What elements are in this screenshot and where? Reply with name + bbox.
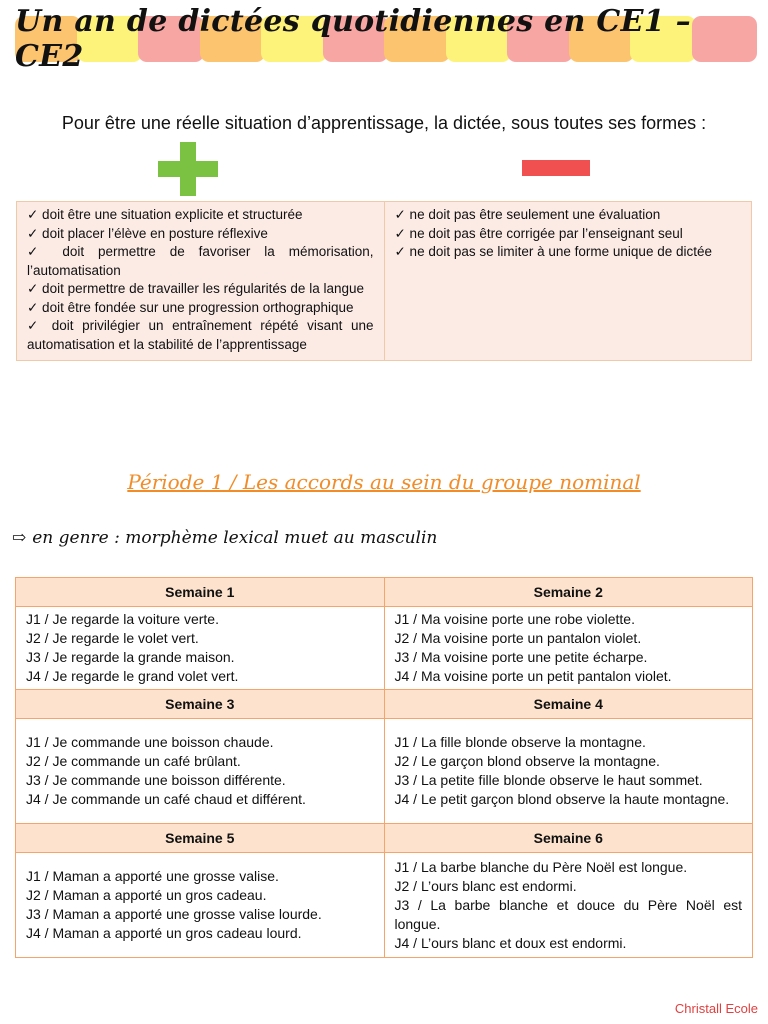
- plus-item: ✓ doit être fondée sur une progression orthographique: [27, 299, 354, 315]
- plus-icon: [158, 142, 218, 196]
- dictation-line: J4 / Ma voisine porte un petit pantalon violet.: [394, 668, 672, 684]
- week-header: Semaine 4: [384, 690, 753, 719]
- minus-column: [384, 202, 752, 361]
- footer-credit: Christall Ecole: [674, 1001, 758, 1016]
- dictation-line: J2 / Je regarde le volet vert.: [26, 630, 199, 646]
- week-header: Semaine 3: [16, 690, 385, 719]
- week-header: Semaine 5: [16, 824, 385, 853]
- dictation-line: J3 / Ma voisine porte une petite écharpe.: [394, 649, 648, 665]
- dictation-line: J3 / Je regarde la grande maison.: [26, 649, 235, 665]
- dictation-line: J2 / Ma voisine porte un pantalon violet.: [394, 630, 642, 646]
- title-banner: [15, 4, 753, 74]
- dictation-line: J2 / L’ours blanc est endormi.: [394, 877, 577, 894]
- plus-column: [17, 202, 385, 361]
- week-cell: [384, 853, 753, 958]
- dictation-line: J4 / L’ours blanc et doux est endormi.: [394, 934, 627, 951]
- dictation-line: J2 / Je commande un café brûlant.: [26, 753, 241, 769]
- dictation-line: J1 / La barbe blanche du Père Noël est longue.: [394, 858, 688, 875]
- plus-item: ✓ doit être une situation explicite et structurée: [27, 207, 303, 222]
- week-cell: [16, 719, 385, 824]
- dictation-line: J2 / Le garçon blond observe la montagne.: [394, 753, 660, 769]
- plus-item: ✓ doit permettre de favoriser la mémorisation, l’automatisation: [27, 244, 374, 278]
- intro-text: Pour être une réelle situation d’apprentissage, la dictée, sous toutes ses formes :: [61, 113, 707, 133]
- week-header: Semaine 2: [384, 578, 753, 607]
- dictation-line: J4 / Je regarde le grand volet vert.: [26, 668, 239, 684]
- page-title: Un an de dictées quotidiennes en CE1 – CE2: [15, 4, 691, 74]
- dictation-line: J1 / Je regarde la voiture verte.: [26, 611, 219, 627]
- dictation-line: J1 / Ma voisine porte une robe violette.: [394, 611, 635, 627]
- week-header: Semaine 6: [384, 824, 753, 853]
- periode-heading: Période 1 / Les accords au sein du groupe nominal: [127, 470, 641, 494]
- week-header: Semaine 1: [16, 578, 385, 607]
- rules-table: [16, 201, 752, 361]
- week-cell: [384, 607, 753, 690]
- dictation-line: J3 / La petite fille blonde observe le haut sommet.: [394, 772, 703, 788]
- weeks-table: [15, 577, 753, 958]
- dictation-line: J3 / Je commande une boisson différente.: [26, 772, 286, 788]
- dictation-line: J1 / Je commande une boisson chaude.: [26, 734, 274, 750]
- minus-item: ✓ ne doit pas se limiter à une forme unique de dictée: [394, 244, 712, 259]
- dictation-line: J4 / Le petit garçon blond observe la haute montagne.: [394, 791, 730, 807]
- dictation-line: J4 / Je commande un café chaud et différent.: [26, 791, 306, 807]
- plus-item: ✓ doit permettre de travailler les régularités de la langue: [27, 281, 364, 296]
- week-cell: [16, 607, 385, 690]
- minus-item: ✓ ne doit pas être corrigée par l’enseignant seul: [394, 225, 683, 241]
- section-subheading: [12, 528, 437, 548]
- arrow-right-icon: ⇨: [12, 528, 27, 548]
- minus-item: ✓ ne doit pas être seulement une évaluation: [394, 207, 661, 222]
- dictation-line: J3 / La barbe blanche et douce du Père Noël est longue.: [394, 896, 742, 932]
- week-cell: [384, 719, 753, 824]
- plus-item: ✓ doit placer l’élève en posture réflexive: [27, 225, 268, 241]
- dictation-line: J1 / La fille blonde observe la montagne.: [394, 734, 646, 750]
- dictation-line: J3 / Maman a apporté une grosse valise lourde.: [26, 906, 322, 922]
- dictation-line: J1 / Maman a apporté une grosse valise.: [26, 868, 279, 884]
- week-cell: [16, 853, 385, 958]
- dictation-line: J2 / Maman a apporté un gros cadeau.: [26, 887, 267, 903]
- plus-item: ✓ doit privilégier un entraînement répété visant une automatisation et la stabilité de l’apprentissage: [27, 318, 374, 352]
- subheading-text: en genre : morphème lexical muet au masculin: [32, 528, 438, 548]
- minus-icon: [522, 160, 590, 176]
- dictation-line: J4 / Maman a apporté un gros cadeau lourd.: [26, 925, 302, 941]
